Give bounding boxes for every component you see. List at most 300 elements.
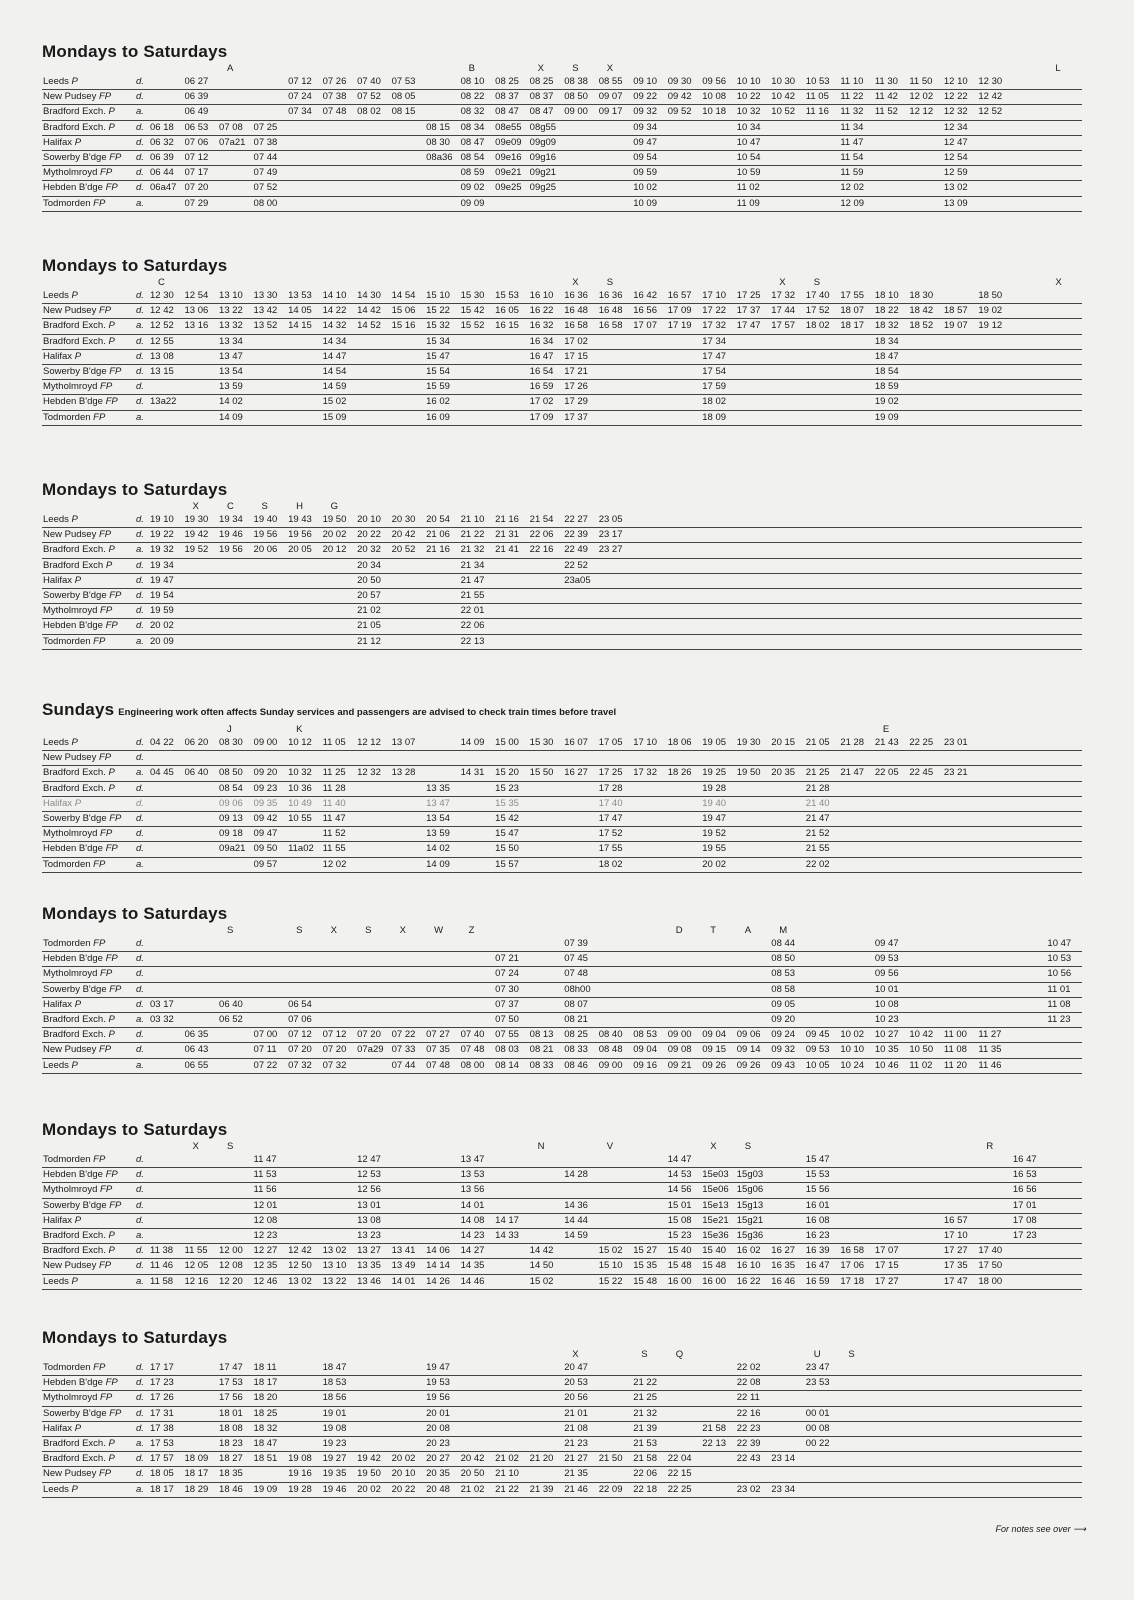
departure-time	[1047, 1028, 1082, 1043]
departure-time: 13 02	[288, 1274, 323, 1289]
departure-time	[426, 589, 461, 604]
departure-time: 09 04	[702, 1028, 737, 1043]
departure-time	[599, 1213, 634, 1228]
departure-time	[357, 812, 392, 827]
departure-time: 21 47	[806, 812, 841, 827]
departure-time	[254, 105, 289, 120]
station-name: Bradford Exch. P	[42, 1244, 136, 1259]
departure-time: 14 02	[219, 395, 254, 410]
departure-time: 18 56	[323, 1391, 358, 1406]
departure-time	[392, 812, 427, 827]
departure-time	[530, 604, 565, 619]
departure-time: 10 10	[737, 75, 772, 90]
station-row	[42, 151, 1082, 166]
departure-time	[737, 410, 772, 425]
departure-time	[1013, 543, 1048, 558]
departure-time	[1013, 75, 1048, 90]
departure-time	[1013, 1058, 1048, 1073]
departure-time	[875, 604, 910, 619]
departure-time: 16 42	[633, 289, 668, 304]
service-code: W	[434, 925, 444, 936]
departure-time: 17 38	[150, 1421, 185, 1436]
service-code	[771, 1140, 806, 1153]
service-code: X	[572, 1349, 579, 1360]
station-name: Halifax P	[42, 573, 136, 588]
departure-time: 16 56	[633, 304, 668, 319]
departure-time: 15 09	[323, 410, 358, 425]
departure-time	[254, 380, 289, 395]
departure-time	[668, 380, 703, 395]
arr-dep-marker: d.	[136, 120, 150, 135]
service-code	[392, 1140, 427, 1153]
departure-time: 14 47	[668, 1153, 703, 1168]
departure-time: 17 32	[702, 319, 737, 334]
service-code	[633, 62, 668, 75]
departure-time: 15 02	[530, 1274, 565, 1289]
service-code	[944, 276, 979, 289]
departure-time	[357, 952, 392, 967]
departure-time	[1013, 410, 1048, 425]
departure-time	[633, 857, 668, 872]
departure-time	[875, 135, 910, 150]
departure-time: 19 34	[150, 558, 185, 573]
departure-time: 06 49	[185, 105, 220, 120]
departure-time: 10 12	[288, 736, 323, 751]
station-name: Sowerby B'dge FP	[42, 589, 136, 604]
departure-time	[392, 857, 427, 872]
station-name: Mytholmroyd FP	[42, 604, 136, 619]
departure-time	[771, 365, 806, 380]
departure-time	[1047, 1168, 1082, 1183]
departure-time	[357, 827, 392, 842]
departure-time: 00 22	[806, 1437, 841, 1452]
departure-time	[392, 1198, 427, 1213]
departure-time	[599, 952, 634, 967]
departure-time	[288, 558, 323, 573]
departure-time: 18 05	[150, 1467, 185, 1482]
departure-time: 09 22	[633, 90, 668, 105]
service-code	[944, 723, 979, 736]
departure-time	[978, 166, 1013, 181]
departure-time	[530, 619, 565, 634]
service-code	[323, 1140, 358, 1153]
departure-time	[771, 166, 806, 181]
codes-spacer	[42, 723, 136, 736]
station-name: Todmorden FP	[42, 196, 136, 211]
departure-time: 14 42	[357, 304, 392, 319]
departure-time: 19 01	[323, 1406, 358, 1421]
departure-time: 15e13	[702, 1198, 737, 1213]
departure-time: 16 57	[668, 289, 703, 304]
departure-time: 17 26	[150, 1391, 185, 1406]
departure-time	[530, 573, 565, 588]
station-row	[42, 1213, 1082, 1228]
departure-time	[495, 1274, 530, 1289]
departure-time: 16 09	[426, 410, 461, 425]
departure-time	[806, 365, 841, 380]
departure-time: 17 37	[564, 410, 599, 425]
departure-time: 07 12	[185, 151, 220, 166]
departure-time	[288, 619, 323, 634]
departure-time	[288, 634, 323, 649]
departure-time: 07 12	[323, 1028, 358, 1043]
station-row	[42, 766, 1082, 781]
departure-time	[1013, 1437, 1048, 1452]
arr-dep-marker: a.	[136, 857, 150, 872]
departure-time	[702, 589, 737, 604]
departure-time	[702, 997, 737, 1012]
departure-time	[1047, 105, 1082, 120]
departure-time	[495, 1244, 530, 1259]
departure-time: 07a21	[219, 135, 254, 150]
departure-time	[599, 1406, 634, 1421]
departure-time	[909, 334, 944, 349]
departure-time	[633, 812, 668, 827]
arr-dep-marker: d.	[136, 528, 150, 543]
departure-time: 16 10	[737, 1259, 772, 1274]
departure-time: 07 11	[254, 1043, 289, 1058]
service-code	[150, 1140, 185, 1153]
departure-time	[978, 334, 1013, 349]
departure-time	[737, 1153, 772, 1168]
departure-time	[564, 619, 599, 634]
departure-time: 11 02	[737, 181, 772, 196]
departure-time	[495, 334, 530, 349]
departure-time	[392, 997, 427, 1012]
departure-time: 18 02	[806, 319, 841, 334]
departure-time	[323, 751, 358, 766]
departure-time	[1013, 181, 1048, 196]
departure-time: 10 34	[737, 120, 772, 135]
departure-time	[840, 634, 875, 649]
departure-time	[840, 781, 875, 796]
departure-time: 10 36	[288, 781, 323, 796]
departure-time	[806, 1013, 841, 1028]
departure-time	[357, 1437, 392, 1452]
departure-time: 17 06	[840, 1259, 875, 1274]
arr-dep-marker: d.	[136, 1153, 150, 1168]
departure-time	[254, 751, 289, 766]
departure-time	[978, 120, 1013, 135]
departure-time: 20 01	[426, 1406, 461, 1421]
departure-time	[633, 365, 668, 380]
departure-time	[392, 573, 427, 588]
station-name: Bradford Exch. P	[42, 781, 136, 796]
departure-time	[357, 1376, 392, 1391]
section-title-text: Mondays to Saturdays	[42, 1120, 228, 1139]
service-code	[254, 924, 289, 937]
station-name: Bradford Exch. P	[42, 1028, 136, 1043]
departure-time: 09 06	[219, 796, 254, 811]
departure-time	[461, 1437, 496, 1452]
departure-time	[461, 1391, 496, 1406]
departure-time	[1013, 751, 1048, 766]
departure-time	[909, 1229, 944, 1244]
departure-time	[392, 589, 427, 604]
departure-time	[461, 751, 496, 766]
service-code: N	[537, 1141, 545, 1152]
station-name: Hebden B'dge FP	[42, 1168, 136, 1183]
departure-time: 15 57	[495, 857, 530, 872]
departure-time	[875, 1168, 910, 1183]
departure-time	[150, 105, 185, 120]
departure-time	[1013, 1274, 1048, 1289]
departure-time: 13 59	[219, 380, 254, 395]
departure-time: 18 30	[909, 289, 944, 304]
departure-time: 21 23	[564, 1437, 599, 1452]
departure-time: 14 09	[219, 410, 254, 425]
departure-time: 14 06	[426, 1244, 461, 1259]
departure-time	[1013, 166, 1048, 181]
service-code	[806, 723, 841, 736]
departure-time	[840, 1229, 875, 1244]
departure-time	[978, 1013, 1013, 1028]
station-row	[42, 304, 1082, 319]
departure-time: 10 30	[771, 75, 806, 90]
departure-time	[288, 135, 323, 150]
departure-time	[1047, 90, 1082, 105]
departure-time: 18 53	[323, 1376, 358, 1391]
departure-time: 16 27	[564, 766, 599, 781]
arr-dep-marker: d.	[136, 1213, 150, 1228]
departure-time: 18 26	[668, 766, 703, 781]
departure-time: 11a02	[288, 842, 323, 857]
departure-time: 12 46	[254, 1274, 289, 1289]
departure-time: 18 27	[219, 1452, 254, 1467]
station-row	[42, 751, 1082, 766]
departure-time: 21 25	[806, 766, 841, 781]
arr-dep-marker: d.	[136, 334, 150, 349]
departure-time: 23 47	[806, 1361, 841, 1376]
departure-time: 07 12	[288, 1028, 323, 1043]
departure-time: 18 22	[875, 304, 910, 319]
arr-dep-marker: d.	[136, 937, 150, 952]
departure-time	[944, 528, 979, 543]
departure-time	[461, 365, 496, 380]
departure-time: 12 47	[357, 1153, 392, 1168]
departure-time: 15 10	[599, 1259, 634, 1274]
departure-time	[806, 181, 841, 196]
departure-time: 07 38	[254, 135, 289, 150]
departure-time: 13 59	[426, 827, 461, 842]
departure-time: 20 10	[357, 513, 392, 528]
departure-time: 06 39	[150, 151, 185, 166]
departure-time	[288, 982, 323, 997]
departure-time: 16 57	[944, 1213, 979, 1228]
departure-time	[978, 812, 1013, 827]
departure-time	[978, 558, 1013, 573]
station-name: New Pudsey FP	[42, 1259, 136, 1274]
departure-time	[461, 937, 496, 952]
departure-time: 13 54	[426, 812, 461, 827]
departure-time	[633, 827, 668, 842]
departure-time: 21 10	[495, 1467, 530, 1482]
departure-time	[909, 952, 944, 967]
departure-time: 10 18	[702, 105, 737, 120]
departure-time: 17 53	[219, 1376, 254, 1391]
departure-time	[1047, 395, 1082, 410]
station-row	[42, 827, 1082, 842]
departure-time	[702, 619, 737, 634]
departure-time: 09 43	[771, 1058, 806, 1073]
departure-time: 07 21	[495, 952, 530, 967]
departure-time: 22 16	[737, 1406, 772, 1421]
departure-time	[702, 1376, 737, 1391]
departure-time	[944, 812, 979, 827]
departure-time: 14 09	[461, 736, 496, 751]
departure-time	[909, 857, 944, 872]
departure-time	[668, 796, 703, 811]
departure-time: 11 38	[150, 1244, 185, 1259]
departure-time: 11 50	[909, 75, 944, 90]
departure-time: 07 20	[323, 1043, 358, 1058]
departure-time	[185, 751, 220, 766]
departure-time: 21 16	[495, 513, 530, 528]
departure-time: 22 09	[599, 1482, 634, 1497]
departure-time	[323, 997, 358, 1012]
departure-time	[668, 1421, 703, 1436]
departure-time	[219, 196, 254, 211]
departure-time	[185, 937, 220, 952]
departure-time	[288, 573, 323, 588]
departure-time: 08 48	[599, 1043, 634, 1058]
service-code	[1013, 723, 1048, 736]
departure-time: 13a22	[150, 395, 185, 410]
departure-time	[185, 1361, 220, 1376]
station-name: Mytholmroyd FP	[42, 827, 136, 842]
departure-time: 13 22	[323, 1274, 358, 1289]
departure-time	[978, 842, 1013, 857]
departure-time: 18 17	[150, 1482, 185, 1497]
departure-time: 08 59	[461, 166, 496, 181]
station-row	[42, 842, 1082, 857]
timetable-section	[42, 700, 1082, 873]
departure-time	[909, 196, 944, 211]
service-code	[254, 276, 289, 289]
departure-time	[461, 380, 496, 395]
departure-time: 18 59	[875, 380, 910, 395]
departure-time: 08 03	[495, 1043, 530, 1058]
departure-time	[771, 619, 806, 634]
service-code	[909, 276, 944, 289]
departure-time: 09g09	[530, 135, 565, 150]
departure-time	[461, 410, 496, 425]
departure-time	[599, 1013, 634, 1028]
departure-time	[978, 395, 1013, 410]
station-row	[42, 1376, 1082, 1391]
departure-time: 12 27	[254, 1244, 289, 1259]
departure-time	[461, 796, 496, 811]
departure-time	[633, 380, 668, 395]
departure-time	[357, 1361, 392, 1376]
departure-time	[840, 589, 875, 604]
departure-time	[495, 1259, 530, 1274]
service-code	[461, 1140, 496, 1153]
timetable-section	[42, 42, 1082, 212]
departure-time: 08 46	[564, 1058, 599, 1073]
departure-time: 15 53	[495, 289, 530, 304]
service-code: S	[606, 277, 614, 288]
departure-time	[323, 1183, 358, 1198]
departure-time	[702, 151, 737, 166]
departure-time	[1013, 105, 1048, 120]
departure-time	[323, 1168, 358, 1183]
departure-time: 15 47	[495, 827, 530, 842]
departure-time: 18 50	[978, 289, 1013, 304]
departure-time: 11 27	[978, 1028, 1013, 1043]
service-code	[392, 723, 427, 736]
service-code	[909, 1348, 944, 1361]
departure-time: 08 40	[599, 1028, 634, 1043]
departure-time: 19 56	[254, 528, 289, 543]
departure-time	[978, 982, 1013, 997]
codes-spacer	[136, 500, 150, 513]
departure-time	[1047, 513, 1082, 528]
departure-time: 07 08	[219, 120, 254, 135]
departure-time	[771, 1391, 806, 1406]
departure-time: 07 06	[288, 1013, 323, 1028]
arr-dep-marker: d.	[136, 365, 150, 380]
departure-time	[737, 1467, 772, 1482]
departure-time	[495, 196, 530, 211]
departure-time	[426, 604, 461, 619]
departure-time	[737, 1013, 772, 1028]
departure-time	[1013, 634, 1048, 649]
departure-time	[978, 619, 1013, 634]
departure-time: 03 32	[150, 1013, 185, 1028]
departure-time	[150, 937, 185, 952]
departure-time	[392, 1183, 427, 1198]
departure-time	[426, 1229, 461, 1244]
departure-time	[599, 334, 634, 349]
station-name: New Pudsey FP	[42, 90, 136, 105]
departure-time: 22 01	[461, 604, 496, 619]
departure-time: 22 13	[461, 634, 496, 649]
departure-time	[530, 558, 565, 573]
service-code	[426, 1348, 461, 1361]
departure-time: 17 34	[702, 334, 737, 349]
departure-time: 13 32	[219, 319, 254, 334]
departure-time	[530, 1198, 565, 1213]
departure-time: 14 59	[323, 380, 358, 395]
departure-time: 17 52	[806, 304, 841, 319]
service-code: X	[572, 277, 579, 288]
departure-time	[944, 952, 979, 967]
service-code	[771, 62, 806, 75]
departure-time: 07 48	[461, 1043, 496, 1058]
departure-time	[1013, 796, 1048, 811]
departure-time: 09g25	[530, 181, 565, 196]
station-row	[42, 1153, 1082, 1168]
departure-time	[254, 997, 289, 1012]
departure-time	[909, 982, 944, 997]
station-name: Sowerby B'dge FP	[42, 1198, 136, 1213]
departure-time	[150, 982, 185, 997]
departure-time: 08 38	[564, 75, 599, 90]
departure-time: 07 27	[426, 1028, 461, 1043]
departure-time	[219, 181, 254, 196]
departure-time: 14 15	[288, 319, 323, 334]
departure-time: 12 52	[150, 319, 185, 334]
station-name: Todmorden FP	[42, 1153, 136, 1168]
departure-time	[288, 1421, 323, 1436]
station-name: Bradford Exch. P	[42, 1013, 136, 1028]
departure-time: 20 02	[323, 528, 358, 543]
departure-time	[944, 781, 979, 796]
station-row	[42, 120, 1082, 135]
departure-time: 10 24	[840, 1058, 875, 1073]
departure-time	[323, 1229, 358, 1244]
